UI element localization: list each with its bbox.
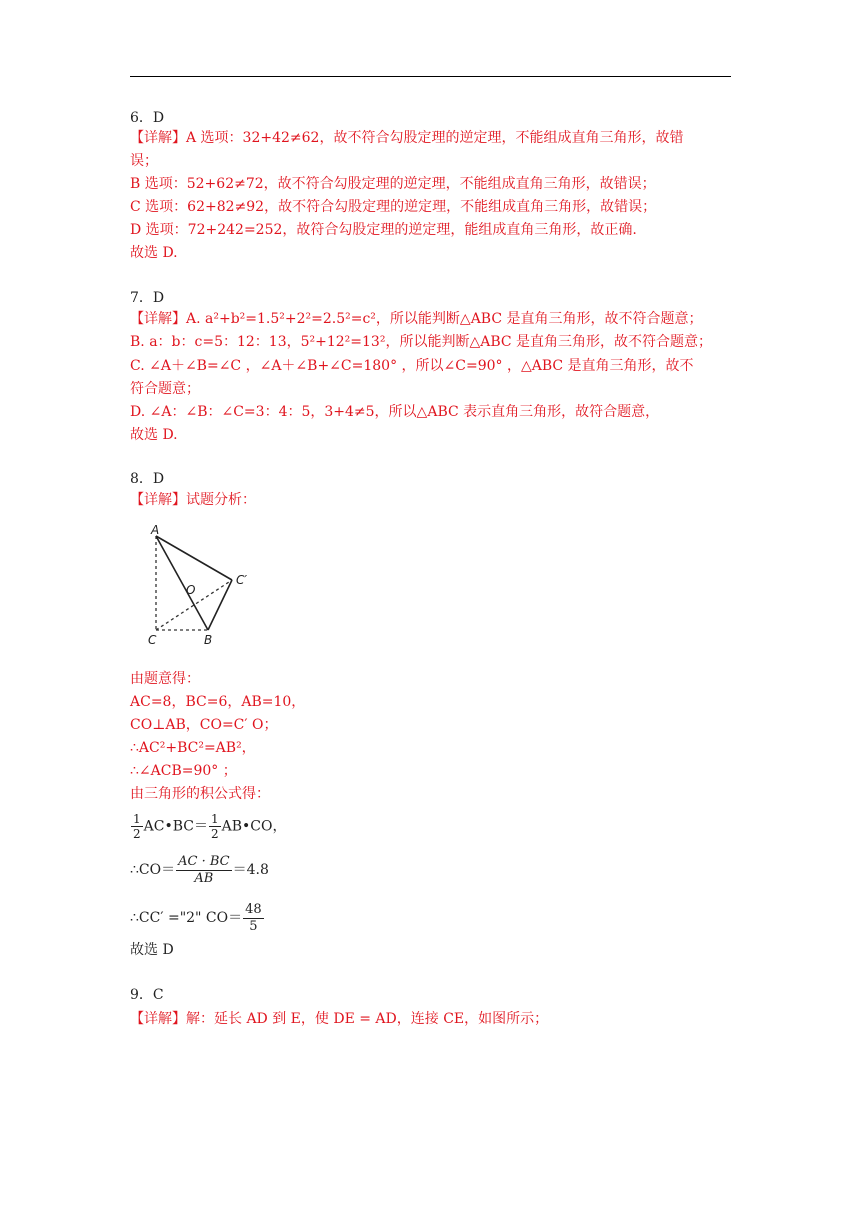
eq2-fraction: $\frac{AC \cdot BC}{AB}$ <box>178 853 230 886</box>
q7-conclusion: 故选 D. <box>130 427 178 443</box>
q6-explain-line-2: 误； <box>130 153 158 169</box>
label-a: A <box>151 523 160 537</box>
q8-area-equation <box>130 812 286 841</box>
eq2-result: ＝4.8 <box>232 862 269 878</box>
eq1-right: AB•CO， <box>221 818 287 835</box>
segment-ab <box>156 536 208 630</box>
q8-explain-intro: 【详解】试题分析： <box>130 492 256 508</box>
segment-bc-prime <box>208 580 232 630</box>
q9-answer: 9．C <box>130 987 164 1003</box>
q6-explain-line-3: B 选项：52+62≠72，故不符合勾股定理的逆定理，不能组成直角三角形，故错误； <box>130 176 656 192</box>
q8-given-perp: CO⊥AB，CO=C′ O； <box>130 717 278 733</box>
label-c: C <box>148 633 157 647</box>
q8-answer: 8．D <box>130 471 165 487</box>
q7-answer: 7．D <box>130 290 165 306</box>
q8-pythag: ∴AC²+BC²=AB²， <box>130 740 256 756</box>
label-b: B <box>204 633 213 647</box>
eq3-prefix: ∴CC′ ="2" CO＝ <box>130 910 243 926</box>
eq1-left: AC•BC＝ <box>143 818 208 835</box>
q8-co-equation <box>130 852 269 888</box>
eq3-fraction: $\frac{48}{5}$ <box>245 901 262 934</box>
half-fraction-2: $\frac{1}{2}$ <box>210 812 219 841</box>
label-o: O <box>186 583 196 597</box>
q7-explain-line-5: D. ∠A：∠B：∠C=3：4：5，3+4≠5，所以△ABC 表示直角三角形，故符合题意， <box>130 404 660 420</box>
q7-explain-line-2: B. a：b：c=5：12：13，5²+12²=13²，所以能判断△ABC 是直角三角形，故不符合题意； <box>130 334 713 350</box>
q9-explain-line-1: 【详解】解：延长 AD 到 E，使 DE = AD，连接 CE，如图所示； <box>130 1011 549 1027</box>
q7-explain-line-3: C. ∠A＋∠B=∠C ，∠A＋∠B+∠C=180° ，所以∠C=90° ，△ABC 是直角三角形，故不 <box>130 358 694 374</box>
q6-answer: 6．D <box>130 110 165 126</box>
q8-cc-equation <box>130 900 265 936</box>
q8-conclusion: 故选 D <box>130 942 174 958</box>
q6-explain-line-4: C 选项：62+82≠92，故不符合勾股定理的逆定理，不能组成直角三角形，故错误； <box>130 199 657 215</box>
q6-explain-line-5: D 选项：72+242=252，故符合勾股定理的逆定理，能组成直角三角形，故正确. <box>130 222 637 238</box>
q7-explain-line-4: 符合题意； <box>130 381 200 397</box>
header-rule <box>130 76 731 77</box>
label-c-prime: C′ <box>236 573 248 587</box>
q8-right-angle: ∴∠ACB=90° ； <box>130 763 237 779</box>
q6-conclusion: 故选 D. <box>130 245 178 261</box>
q6-explain-line-1: 【详解】A 选项：32+42≠62，故不符合勾股定理的逆定理，不能组成直角三角形，故错 <box>130 130 684 146</box>
q8-given-intro: 由题意得： <box>130 671 200 687</box>
q8-area-formula-intro: 由三角形的积公式得： <box>130 786 270 802</box>
eq2-prefix: ∴CO＝ <box>130 862 176 878</box>
half-fraction-1: $\frac{1}{2}$ <box>133 812 141 841</box>
q7-explain-line-1: 【详解】A. a²+b²=1.5²+2²=2.5²=c²，所以能判断△ABC 是直角三角形，故不符合题意； <box>130 311 703 327</box>
triangle-figure <box>140 522 270 648</box>
q8-given-sides: AC=8，BC=6，AB=10， <box>130 694 306 710</box>
